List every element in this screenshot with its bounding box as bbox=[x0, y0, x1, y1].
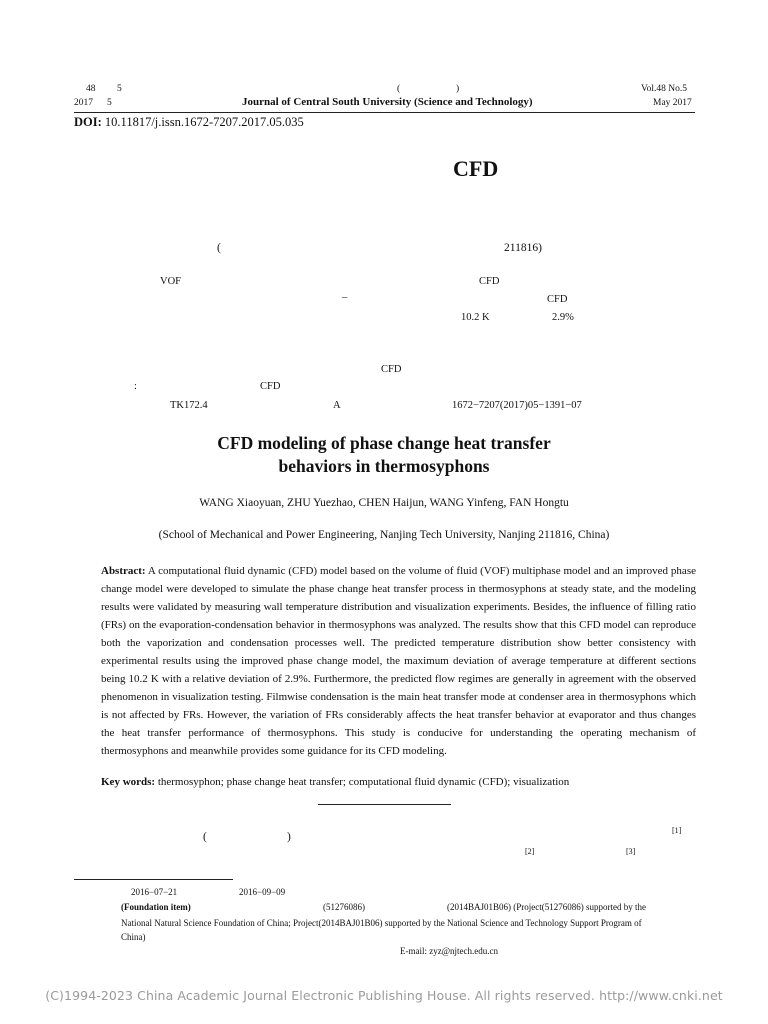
en-affiliation: (School of Mechanical and Power Engineering, Nanjing Tech University, Nanjing 211816, China) bbox=[158, 529, 610, 541]
author-email[interactable]: E-mail: zyz@njtech.edu.cn bbox=[400, 946, 498, 956]
foundation-line-3: China) bbox=[121, 932, 146, 942]
doi-label: DOI: bbox=[74, 115, 102, 129]
keywords-text: thermosyphon; phase change heat transfer; computational fluid dynamic (CFD); visualization bbox=[157, 776, 570, 788]
keywords-label: Key words: bbox=[101, 776, 156, 788]
header-volume: 48 bbox=[86, 84, 96, 94]
abstract-label: Abstract: bbox=[101, 565, 146, 577]
abstract-text: A computational fluid dynamic (CFD) model based on the volume of fluid (VOF) multiphase model and an improved phase change model were developed to simulate the phase change heat transfer process in thermosyphons at steady state, and the modeling results were validated by measuring wall temperature distribution and visualization experiments. Besides, the influence of filling ratio (FRs) on the evaporation-condensation behavior in thermosyphons was analyzed. The results show that this CFD model can reproduce both the vaporization and condensation processes well. The predicted temperature distribution show better consistency with experimental results using the improved phase change model, the maximum deviation of average temperature at different sections being 10.2 K with a relative deviation of 2.9%. Furthermore, the predicted flow regimes are generally in agreement with the observed phenomenon in visualization testing. Filmwise condensation is the main heat transfer mode at condenser area in thermosyphons which is not affected by FRs. However, the variation of FRs considerably affects the heat transfer behavior at evaporator and thus changes the heat transfer performance of thermosyphons. This study is conducive for understanding the operating mechanism of thermosyphons and meanwhile provides some guidance for its CFD modeling. bbox=[101, 565, 696, 757]
zh-affil-open: ( bbox=[217, 242, 221, 254]
body-paren-close: ) bbox=[287, 831, 291, 843]
en-title-line-2: behaviors in thermosyphons bbox=[278, 456, 490, 476]
header-paren-open: ( bbox=[397, 84, 401, 94]
zh-abstract-cfd: CFD bbox=[479, 276, 500, 287]
section-separator bbox=[318, 804, 451, 805]
cnki-watermark: (C)1994-2023 China Academic Journal Electronic Publishing House. All rights reserved. http://www.cnki.net bbox=[45, 988, 723, 1003]
foundation-line-2: National Natural Science Foundation of China; Project(2014BAJ01B06) supported by the National Science and Technology Support Program of bbox=[121, 918, 642, 928]
doi-line bbox=[74, 115, 304, 130]
header-rule bbox=[74, 112, 695, 113]
grant-2: (2014BAJ01B06) (Project(51276086) supported by the bbox=[447, 902, 646, 912]
zh-abstract-cfd-3: CFD bbox=[381, 364, 402, 375]
authors: WANG Xiaoyuan, ZHU Yuezhao, CHEN Haijun, WANG Yinfeng, FAN Hongtu bbox=[199, 497, 569, 509]
zh-title: CFD bbox=[453, 156, 499, 181]
header-date-en: May 2017 bbox=[653, 98, 692, 108]
zh-abstract-cfd-2: CFD bbox=[547, 294, 568, 305]
zh-abstract-percent: 2.9% bbox=[552, 312, 574, 323]
keywords-paragraph bbox=[101, 773, 696, 791]
foundation-label: (Foundation item) bbox=[121, 902, 191, 912]
zh-abstract-dash: – bbox=[342, 292, 348, 303]
zh-abstract-deviation: 10.2 K bbox=[461, 312, 490, 323]
body-paren-open: ( bbox=[203, 831, 207, 843]
header-paren-close: ) bbox=[456, 84, 460, 94]
zh-abstract-vof: VOF bbox=[160, 276, 182, 287]
doi-value[interactable]: 10.11817/j.issn.1672-7207.2017.05.035 bbox=[104, 115, 304, 129]
grant-1: (51276086) bbox=[323, 902, 365, 912]
ref-2[interactable]: [2] bbox=[525, 847, 535, 856]
document-code: A bbox=[333, 400, 341, 411]
zh-keywords-colon: : bbox=[134, 381, 137, 392]
header-vol-no-en: Vol.48 No.5 bbox=[641, 84, 688, 94]
ref-3[interactable]: [3] bbox=[626, 847, 636, 856]
en-title-line-1: CFD modeling of phase change heat transfer bbox=[217, 433, 551, 453]
footnote-rule bbox=[74, 879, 233, 880]
abstract-paragraph bbox=[101, 562, 696, 760]
article-id: 1672−7207(2017)05−1391−07 bbox=[452, 400, 582, 411]
zh-affil-code: 211816) bbox=[504, 242, 542, 254]
clc-number: TK172.4 bbox=[170, 400, 208, 411]
zh-keywords-cfd: CFD bbox=[260, 381, 281, 392]
ref-1[interactable]: [1] bbox=[672, 826, 682, 835]
revised-date: 2016−09−09 bbox=[239, 887, 286, 897]
received-date: 2016−07−21 bbox=[131, 887, 178, 897]
header-month: 5 bbox=[107, 98, 112, 108]
journal-name: Journal of Central South University (Science and Technology) bbox=[242, 96, 533, 108]
header-year: 2017 bbox=[74, 98, 93, 108]
header-issue: 5 bbox=[117, 84, 122, 94]
